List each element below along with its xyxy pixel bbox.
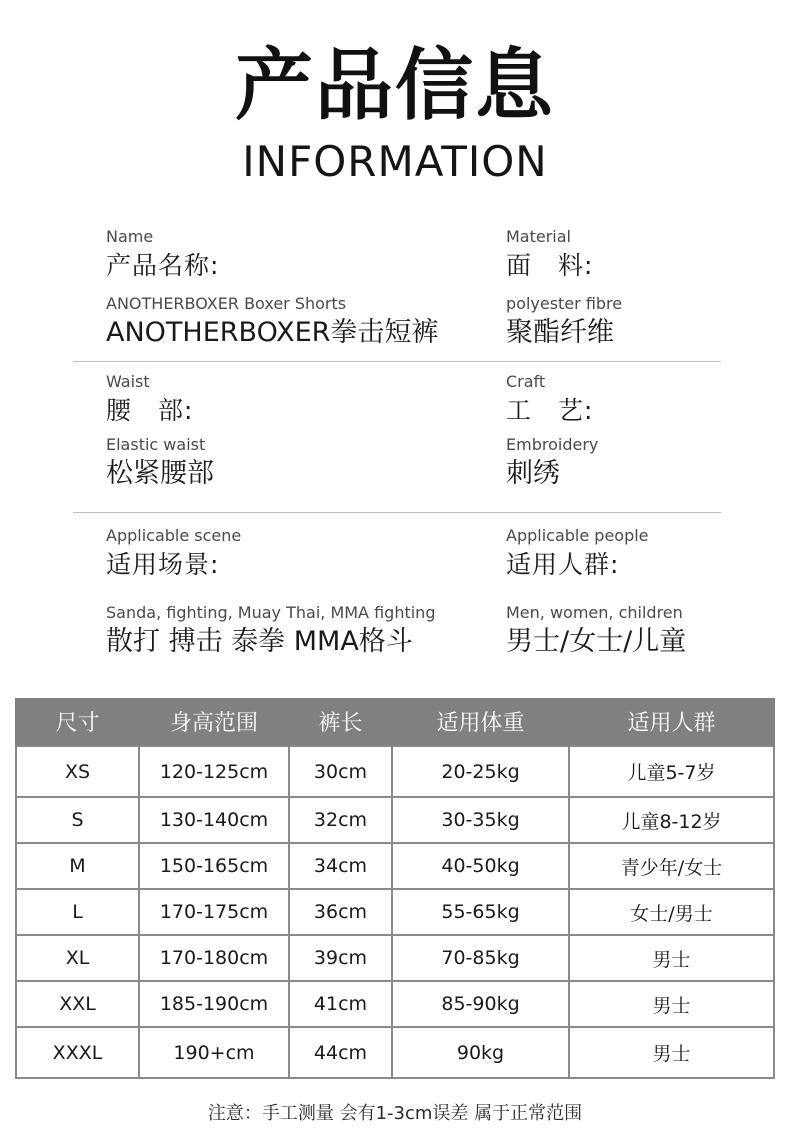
cell-size: M xyxy=(16,843,139,889)
info-material-label-en: Material xyxy=(506,227,571,246)
info-name-label-cn: 产品名称: xyxy=(106,251,220,280)
info-craft-value-cn: 刺绣 xyxy=(506,458,560,489)
info-waist-value-cn: 松紧腰部 xyxy=(106,458,214,489)
measurement-note: 注意：手工测量 会有1-3cm误差 属于正常范围 xyxy=(207,1103,583,1124)
cell-height: 170-175cm xyxy=(139,889,289,935)
cell-length: 44cm xyxy=(289,1027,392,1078)
cell-people: 男士 xyxy=(569,935,774,981)
cell-size: S xyxy=(16,797,139,843)
header-people: 适用人群 xyxy=(569,698,774,746)
cell-height: 185-190cm xyxy=(139,981,289,1027)
cell-weight: 85-90kg xyxy=(392,981,569,1027)
cell-people: 男士 xyxy=(569,1027,774,1078)
info-people-value-cn: 男士/女士/儿童 xyxy=(506,626,687,657)
info-scene-label-en: Applicable scene xyxy=(106,526,242,545)
info-divider xyxy=(73,512,721,513)
cell-length: 34cm xyxy=(289,843,392,889)
info-waist xyxy=(106,372,214,491)
header-height: 身高范围 xyxy=(139,698,289,746)
header-weight: 适用体重 xyxy=(392,698,569,746)
table-header-row xyxy=(16,698,774,746)
cell-length: 41cm xyxy=(289,981,392,1027)
info-name-value-cn: ANOTHERBOXER拳击短裤 xyxy=(106,317,439,348)
cell-size: XXXL xyxy=(16,1027,139,1078)
info-waist-label-en: Waist xyxy=(106,372,150,391)
header-length: 裤长 xyxy=(289,698,392,746)
cell-length: 39cm xyxy=(289,935,392,981)
header-size: 尺寸 xyxy=(16,698,139,746)
info-name-label-en: Name xyxy=(106,227,154,246)
info-scene-label-cn: 适用场景: xyxy=(106,550,220,579)
cell-height: 150-165cm xyxy=(139,843,289,889)
cell-weight: 40-50kg xyxy=(392,843,569,889)
cell-people: 青少年/女士 xyxy=(569,843,774,889)
page-title-en: INFORMATION xyxy=(242,137,548,186)
cell-weight: 70-85kg xyxy=(392,935,569,981)
table-row xyxy=(16,889,774,935)
info-material-value-en: polyester fibre xyxy=(506,294,623,313)
info-craft-value-en: Embroidery xyxy=(506,435,599,454)
info-material-value-cn: 聚酯纤维 xyxy=(506,317,614,348)
cell-people: 男士 xyxy=(569,981,774,1027)
info-scene xyxy=(106,526,435,659)
cell-weight: 20-25kg xyxy=(392,746,569,797)
cell-size: L xyxy=(16,889,139,935)
cell-weight: 55-65kg xyxy=(392,889,569,935)
cell-weight: 30-35kg xyxy=(392,797,569,843)
size-table xyxy=(15,698,775,1079)
info-people-label-en: Applicable people xyxy=(506,526,649,545)
cell-size: XS xyxy=(16,746,139,797)
info-material-label-cn: 面 料: xyxy=(506,251,594,280)
cell-length: 32cm xyxy=(289,797,392,843)
info-craft-label-en: Craft xyxy=(506,372,546,391)
info-waist-label-cn: 腰 部: xyxy=(106,396,194,425)
cell-height: 190+cm xyxy=(139,1027,289,1078)
table-row xyxy=(16,746,774,797)
table-row xyxy=(16,935,774,981)
cell-height: 120-125cm xyxy=(139,746,289,797)
cell-length: 36cm xyxy=(289,889,392,935)
cell-length: 30cm xyxy=(289,746,392,797)
info-scene-value-en: Sanda, fighting, Muay Thai, MMA fighting xyxy=(106,603,436,622)
info-material xyxy=(506,227,622,350)
info-craft xyxy=(506,372,598,491)
cell-size: XL xyxy=(16,935,139,981)
cell-size: XXL xyxy=(16,981,139,1027)
info-scene-value-cn: 散打 搏击 泰拳 MMA格斗 xyxy=(106,626,413,657)
cell-height: 170-180cm xyxy=(139,935,289,981)
cell-people: 儿童5-7岁 xyxy=(569,746,774,797)
page-title-cn: 产品信息 xyxy=(234,41,555,131)
info-craft-label-cn: 工 艺: xyxy=(506,396,594,425)
cell-height: 130-140cm xyxy=(139,797,289,843)
cell-people: 儿童8-12岁 xyxy=(569,797,774,843)
info-people-value-en: Men, women, children xyxy=(506,603,683,622)
info-people-label-cn: 适用人群: xyxy=(506,550,620,579)
table-row xyxy=(16,843,774,889)
table-row xyxy=(16,797,774,843)
table-row xyxy=(16,981,774,1027)
info-waist-value-en: Elastic waist xyxy=(106,435,206,454)
cell-people: 女士/男士 xyxy=(569,889,774,935)
info-name xyxy=(106,227,438,350)
cell-weight: 90kg xyxy=(392,1027,569,1078)
info-people xyxy=(506,526,686,659)
table-row xyxy=(16,1027,774,1078)
info-name-value-en: ANOTHERBOXER Boxer Shorts xyxy=(106,294,347,313)
info-divider xyxy=(73,361,721,362)
